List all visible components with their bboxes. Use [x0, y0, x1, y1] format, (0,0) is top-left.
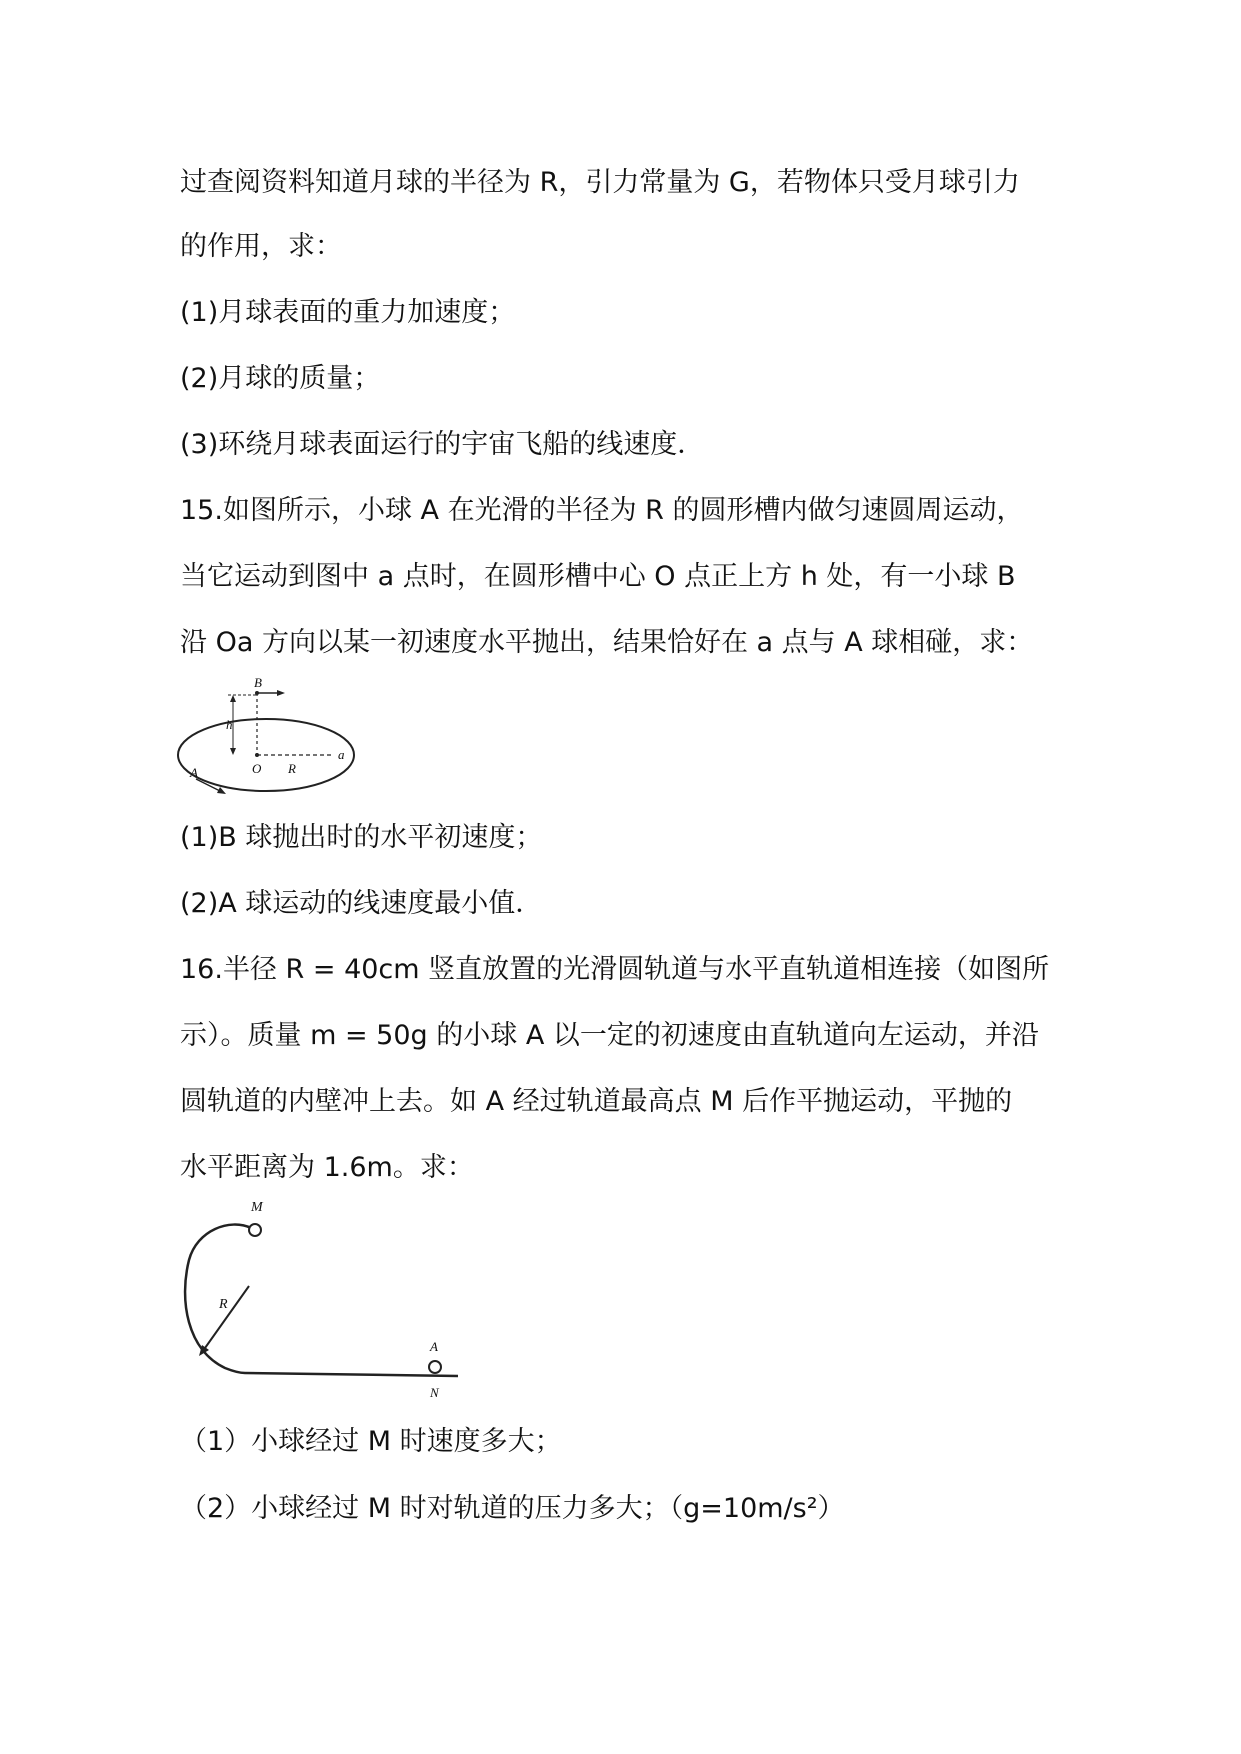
- label-a: a: [338, 747, 345, 762]
- label-A: A: [190, 765, 198, 780]
- loop-track-figure: [175, 1200, 505, 1410]
- problem15-text-line1: 15.如图所示，小球 A 在光滑的半径为 R 的圆形槽内做匀速圆周运动，: [180, 495, 1024, 526]
- problem16-text-line3: 圆轨道的内壁冲上去。如 A 经过轨道最高点 M 后作平抛运动，平抛的: [180, 1086, 1013, 1117]
- label-O: O: [252, 761, 262, 776]
- label-R: R: [219, 1297, 228, 1312]
- problem14-question-2: (2)月球的质量；: [180, 363, 381, 394]
- problem16-text-line2: 示）。质量 m = 50g 的小球 A 以一定的初速度由直轨道向左运动，并沿: [180, 1020, 1039, 1051]
- problem16-text-line1: 16.半径 R = 40cm 竖直放置的光滑圆轨道与水平直轨道相连接（如图所: [180, 954, 1050, 985]
- ball-A: [429, 1361, 441, 1373]
- circular-groove-figure: [170, 675, 370, 805]
- straight-track: [245, 1373, 458, 1376]
- problem14-text-line2: 的作用，求：: [180, 231, 342, 262]
- label-M: M: [251, 1200, 263, 1215]
- problem14-question-3: (3)环绕月球表面运行的宇宙飞船的线速度．: [180, 429, 705, 460]
- problem15-text-line3: 沿 Oa 方向以某一初速度水平抛出，结果恰好在 a 点与 A 球相碰，求：: [180, 627, 1034, 658]
- radius-arrow: [205, 1286, 249, 1348]
- label-R: R: [288, 761, 296, 776]
- ball-at-M: [249, 1224, 261, 1236]
- problem16-question-2: （2）小球经过 M 时对轨道的压力多大；（g=10m/s²）: [180, 1493, 845, 1524]
- problem15-question-1: (1)B 球抛出时的水平初速度；: [180, 822, 543, 853]
- problem14-text-line1: 过查阅资料知道月球的半径为 R，引力常量为 G，若物体只受月球引力: [180, 167, 1020, 198]
- label-N: N: [430, 1385, 439, 1400]
- problem16-text-line4: 水平距离为 1.6m。求：: [180, 1152, 474, 1183]
- problem14-question-1: (1)月球表面的重力加速度；: [180, 297, 516, 328]
- label-A: A: [430, 1339, 438, 1354]
- label-B: B: [254, 675, 262, 690]
- problem16-question-1: （1）小球经过 M 时速度多大；: [180, 1426, 562, 1457]
- problem15-text-line2: 当它运动到图中 a 点时，在圆形槽中心 O 点正上方 h 处，有一小球 B: [180, 561, 1016, 592]
- problem15-question-2: (2)A 球运动的线速度最小值．: [180, 888, 543, 919]
- label-h: h: [226, 717, 233, 732]
